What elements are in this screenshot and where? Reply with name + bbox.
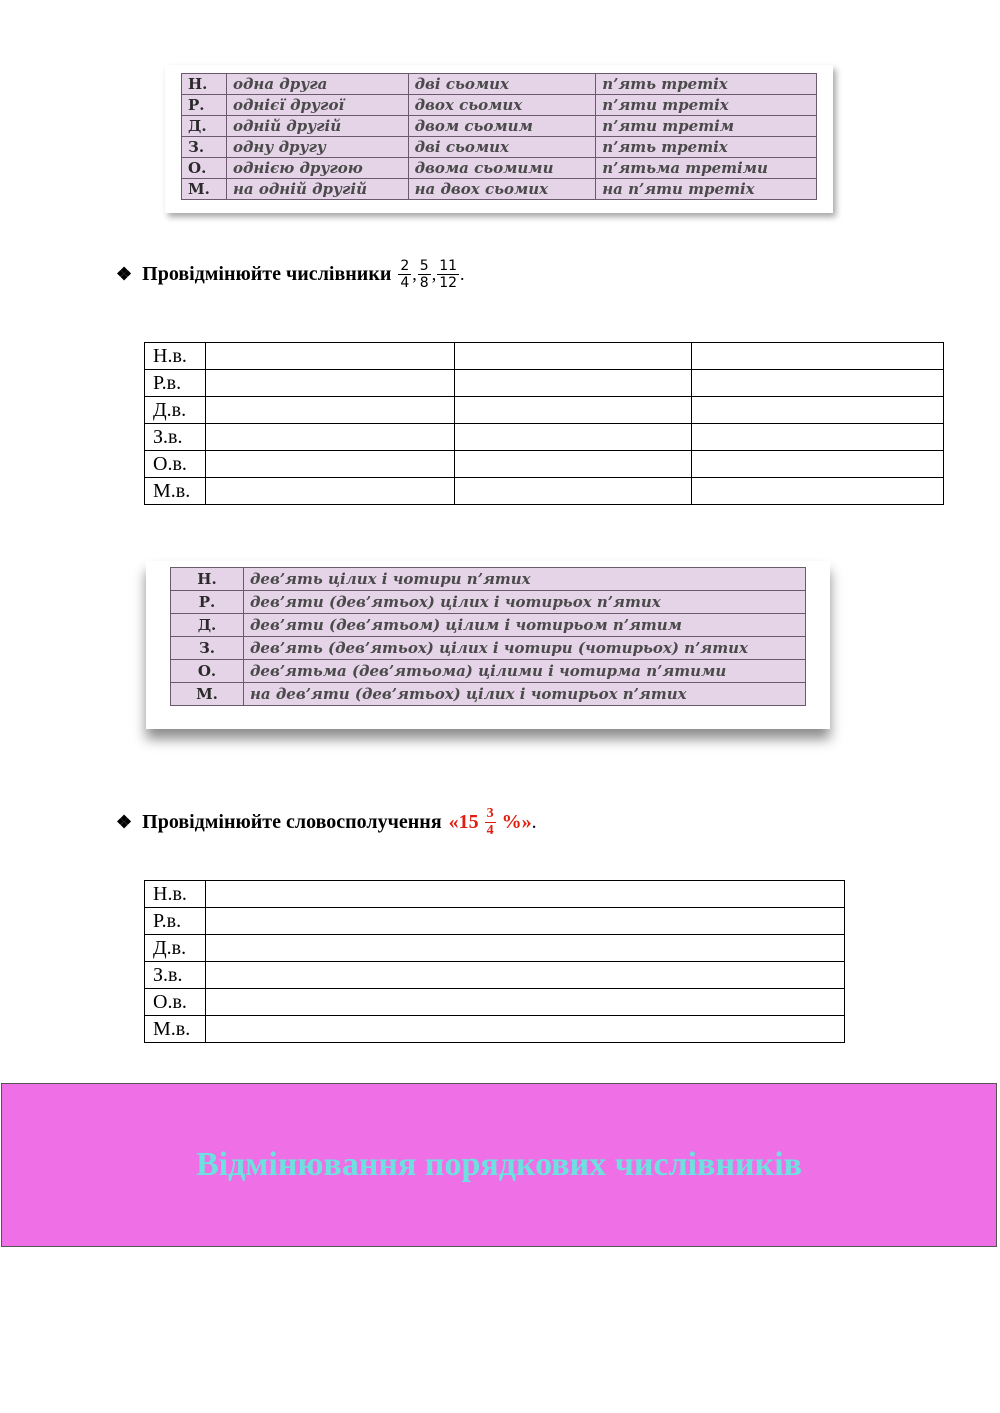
table-row [182, 116, 817, 137]
answer-cell[interactable] [206, 935, 845, 962]
answer-cell[interactable] [455, 343, 692, 370]
table-cell: п’ять третіх [596, 137, 817, 158]
answer-cell[interactable] [455, 451, 692, 478]
answer-cell[interactable] [206, 397, 455, 424]
table-row [171, 614, 806, 637]
diamond-bullet-icon: ❖ [116, 812, 133, 832]
case-label: З.в. [145, 424, 206, 451]
answer-table-phrase [144, 880, 845, 1043]
answer-cell[interactable] [206, 478, 455, 505]
answer-cell[interactable] [455, 424, 692, 451]
table-cell: на дев’яти (дев’ятьох) цілих і чотирьох п’ятих [244, 683, 806, 706]
table-row [171, 568, 806, 591]
table-row [171, 683, 806, 706]
table-row [182, 179, 817, 200]
fraction [418, 258, 431, 291]
table-cell: дев’яти (дев’ятьом) цілим і чотирьом п’ятим [244, 614, 806, 637]
case-label: Д. [171, 614, 244, 637]
case-label: З. [182, 137, 227, 158]
case-label: М. [171, 683, 244, 706]
table-row [145, 397, 944, 424]
table-row [145, 370, 944, 397]
table-cell: п’ятьма третіми [596, 158, 817, 179]
answer-cell[interactable] [206, 989, 845, 1016]
case-label: Н.в. [145, 343, 206, 370]
answer-cell[interactable] [455, 397, 692, 424]
answer-cell[interactable] [692, 478, 944, 505]
reference-table-fractions [181, 73, 817, 200]
answer-cell[interactable] [692, 370, 944, 397]
table-cell: п’яти третіх [596, 95, 817, 116]
answer-cell[interactable] [692, 424, 944, 451]
table-cell: одну другу [227, 137, 409, 158]
section-banner [1, 1083, 997, 1247]
case-label: Д. [182, 116, 227, 137]
table-row [145, 908, 845, 935]
table-cell: п’ять третіх [596, 74, 817, 95]
table-row [182, 158, 817, 179]
task-text: Провідмінюйте числівники [142, 263, 392, 285]
answer-cell[interactable] [455, 478, 692, 505]
table-row [145, 962, 845, 989]
table-row [182, 137, 817, 158]
case-label: Д.в. [145, 397, 206, 424]
table-row [145, 424, 944, 451]
table-row [182, 95, 817, 116]
answer-cell[interactable] [206, 962, 845, 989]
table-cell: дві сьомих [408, 74, 596, 95]
case-label: О. [171, 660, 244, 683]
table-cell: однієї другої [227, 95, 409, 116]
answer-cell[interactable] [206, 451, 455, 478]
table-cell: дев’ять (дев’ятьох) цілих і чотири (чотирьох) п’ятих [244, 637, 806, 660]
fraction-numerator: 11 [439, 258, 458, 274]
answer-table-numerals [144, 342, 944, 505]
case-label: О. [182, 158, 227, 179]
table-cell: дві сьомих [408, 137, 596, 158]
case-label: З.в. [145, 962, 206, 989]
fraction-numerator: 2 [400, 258, 410, 274]
table-row [145, 881, 845, 908]
case-label: М. [182, 179, 227, 200]
case-label: З. [171, 637, 244, 660]
fraction-denominator: 8 [419, 275, 429, 291]
table-row [145, 989, 845, 1016]
table-row [171, 660, 806, 683]
table-row [145, 478, 944, 505]
fraction-denominator: 12 [439, 275, 458, 291]
table-cell: на п’яти третіх [596, 179, 817, 200]
answer-cell[interactable] [692, 343, 944, 370]
table-cell: одній другій [227, 116, 409, 137]
table-row [182, 74, 817, 95]
table-row [145, 1016, 845, 1043]
fraction [437, 258, 459, 291]
phrase-close: %» [501, 811, 532, 833]
answer-cell[interactable] [206, 343, 455, 370]
answer-cell[interactable] [692, 451, 944, 478]
table-row [171, 637, 806, 660]
case-label: Н. [171, 568, 244, 591]
answer-cell[interactable] [206, 908, 845, 935]
table-cell: на двох сьомих [408, 179, 596, 200]
table-cell: одна друга [227, 74, 409, 95]
case-label: Р. [182, 95, 227, 116]
answer-cell[interactable] [206, 370, 455, 397]
separator: . [460, 264, 465, 284]
task-decline-numerals [116, 258, 465, 291]
table-cell: дев’яти (дев’ятьох) цілих і чотирьох п’ятих [244, 591, 806, 614]
case-label: Н.в. [145, 881, 206, 908]
answer-cell[interactable] [455, 370, 692, 397]
case-label: О.в. [145, 451, 206, 478]
answer-cell[interactable] [692, 397, 944, 424]
fraction [398, 258, 411, 291]
case-label: О.в. [145, 989, 206, 1016]
table-cell: однією другою [227, 158, 409, 179]
case-label: М.в. [145, 1016, 206, 1043]
task-text: Провідмінюйте словосполучення [142, 811, 442, 833]
answer-cell[interactable] [206, 1016, 845, 1043]
declension-image-mixed-number [146, 561, 830, 729]
separator: , [412, 264, 417, 284]
table-cell: двох сьомих [408, 95, 596, 116]
table-cell: дев’ятьма (дев’ятьома) цілими і чотирма п’ятими [244, 660, 806, 683]
table-row [145, 343, 944, 370]
task-decline-phrase [116, 806, 537, 839]
reference-table-mixed-number [170, 567, 806, 706]
table-row [145, 451, 944, 478]
fraction-denominator: 4 [400, 275, 410, 291]
period: . [531, 811, 537, 833]
fraction-numerator: 3 [486, 806, 494, 821]
table-cell: на одній другій [227, 179, 409, 200]
table-cell: двома сьомими [408, 158, 596, 179]
answer-cell[interactable] [206, 881, 845, 908]
case-label: Р.в. [145, 370, 206, 397]
table-row [171, 591, 806, 614]
table-cell: дев’ять цілих і чотири п’ятих [244, 568, 806, 591]
case-label: М.в. [145, 478, 206, 505]
phrase-open: «15 [448, 811, 479, 833]
fraction [485, 806, 496, 839]
case-label: Д.в. [145, 935, 206, 962]
fraction-numerator: 5 [419, 258, 429, 274]
diamond-bullet-icon: ❖ [116, 264, 133, 284]
table-cell: двом сьомим [408, 116, 596, 137]
fraction-denominator: 4 [486, 823, 494, 838]
case-label: Р. [171, 591, 244, 614]
case-label: Р.в. [145, 908, 206, 935]
case-label: Н. [182, 74, 227, 95]
table-row [145, 935, 845, 962]
answer-cell[interactable] [206, 424, 455, 451]
separator: , [431, 264, 437, 284]
banner-title: Відмінювання порядкових числівників [195, 1146, 803, 1183]
declension-image-fractions [165, 65, 833, 213]
table-cell: п’яти третім [596, 116, 817, 137]
